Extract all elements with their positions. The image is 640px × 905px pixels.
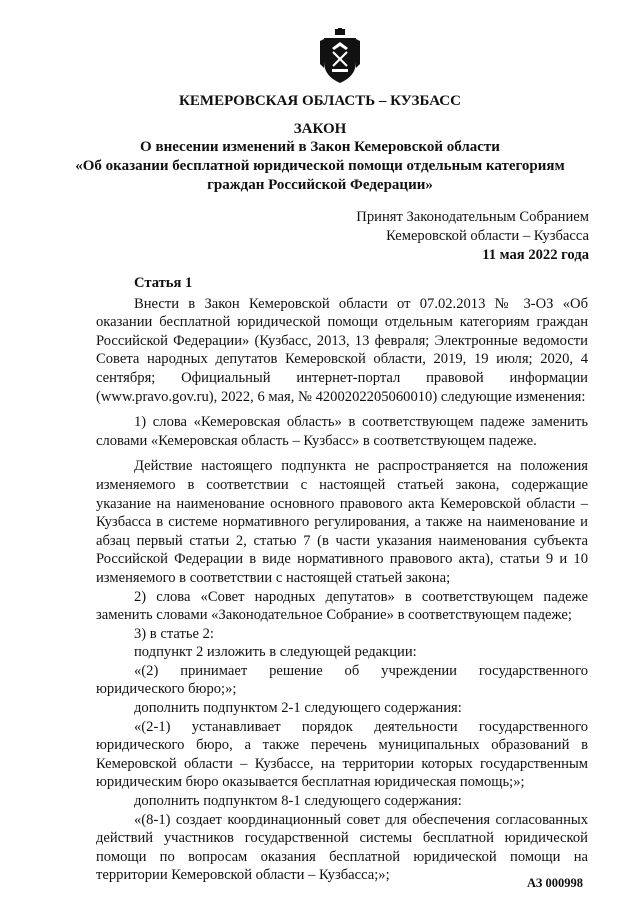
- law-body: [96, 274, 588, 885]
- adoption-line: Кемеровской области – Кузбасса: [386, 228, 589, 244]
- body-paragraph: «(8-1) создает координационный совет для обеспечения согласованных действий участников государственной системы бесплатной юридической помощи по вопросам оказания бесплатной юридической помощи на территории Кемеровской области – Кузбасса;»;: [96, 811, 588, 884]
- body-paragraph: «(2-1) устанавливает порядок деятельности государственного юридического бюро, а также перечень муниципальных образований в Кемеровской области – Кузбассе, на территории которых государственным юридическим бюро оказывается бесплатная юридическая помощь;»;: [96, 718, 588, 791]
- region-heading: КЕМЕРОВСКАЯ ОБЛАСТЬ – КУЗБАСС: [179, 93, 461, 109]
- body-paragraph: Внести в Закон Кемеровской области от 07.02.2013 № 3-ОЗ «Об оказании бесплатной юридической помощи отдельным категориям граждан Российской Федерации» (Кузбасс, 2013, 13 февраля; Электронные ведомости Совета народных депутатов Кемеровской области, 2019, 19 июля; 2020, 4 сентября; Официальный интернет-портал правовой информации (www.pravo.gov.ru), 2022, 6 мая, № 4200202205060010) следующие изменения:: [96, 295, 588, 405]
- law-title-line: граждан Российской Федерации»: [207, 177, 433, 193]
- body-paragraph: 1) слова «Кемеровская область» в соответствующем падеже заменить словами «Кемеровская область – Кузбасс» в соответствующем падеже.: [96, 414, 588, 449]
- adoption-block: [356, 208, 589, 265]
- body-paragraph: подпункт 2 изложить в следующей редакции:: [134, 644, 417, 661]
- adoption-date: 11 мая 2022 года: [482, 247, 589, 263]
- article-heading: Статья 1: [134, 275, 193, 291]
- body-paragraph: «(2) принимает решение об учреждении государственного юридического бюро;»;: [96, 662, 588, 698]
- coat-of-arms-emblem: [318, 28, 362, 84]
- law-title: [0, 138, 640, 195]
- form-code: АЗ 000998: [527, 876, 583, 890]
- document-type-heading: ЗАКОН: [293, 121, 347, 137]
- body-paragraph: дополнить подпунктом 8-1 следующего содержания:: [134, 793, 462, 810]
- body-paragraph: 2) слова «Совет народных депутатов» в соответствующем падеже заменить словами «Законодательное Собрание» в соответствующем падеже;: [96, 588, 588, 624]
- body-paragraph: Действие настоящего подпункта не распространяется на положения изменяемого в соответствии с настоящей статьей закона, содержащие указание на наименование основного правового акта Кемеровской области – Кузбасса в системе нормативного регулирования, а также на наименование и абзац первый статьи 2, статью 7 (в части указания наименования субъекта Российской Федерации в виде нормативного правового акта), статьи 9 и 10 изменяемого в соответствии с настоящей статьей закона;: [96, 458, 588, 586]
- law-title-line: О внесении изменений в Закон Кемеровской области: [140, 139, 500, 155]
- adoption-line: Принят Законодательным Собранием: [356, 209, 589, 225]
- body-paragraph: 3) в статье 2:: [134, 625, 214, 642]
- body-paragraph: дополнить подпунктом 2-1 следующего содержания:: [134, 700, 462, 717]
- law-title-line: «Об оказании бесплатной юридической помощи отдельным категориям: [75, 158, 565, 174]
